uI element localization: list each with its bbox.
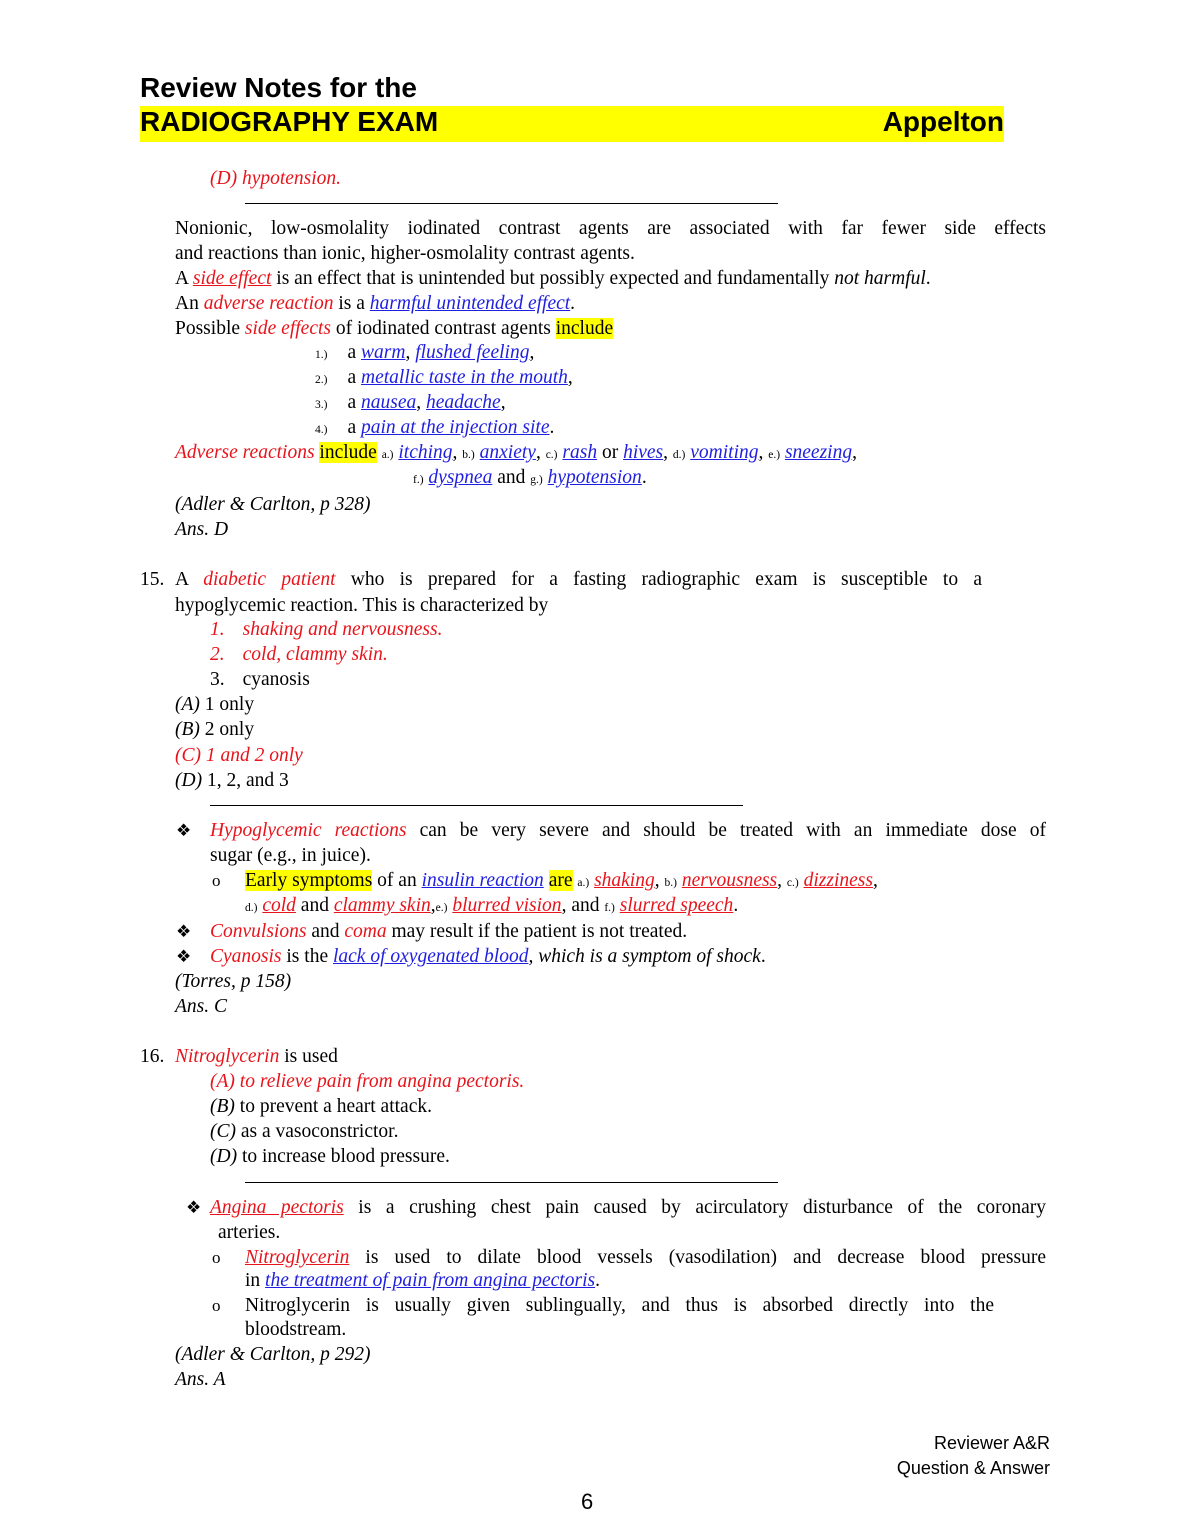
header-publisher: Appelton	[882, 106, 1004, 137]
q15-option-a: (A) 1 only	[175, 694, 255, 715]
q14-side-effect-item: 1.) a warm, flushed feeling,	[315, 342, 535, 363]
separator-line	[245, 203, 778, 204]
q15-number: 15.	[140, 569, 165, 590]
q14-explanation-line2: and reactions than ionic, higher-osmolality contrast agents.	[175, 243, 635, 264]
q16-bullet-angina: Angina pectoris is a crushing chest pain caused by acirculatory disturbance of the coronary	[210, 1197, 1046, 1218]
circle-bullet-icon: o	[212, 871, 221, 890]
q14-answer: Ans. D	[175, 519, 229, 540]
q15-bullet-hypoglycemic-cont: sugar (e.g., in juice).	[210, 845, 371, 866]
q14-explanation-line1: Nonionic, low-osmolality iodinated contrast agents are associated with far fewer side effects	[175, 218, 1046, 239]
q14-side-effect-item: 4.) a pain at the injection site.	[315, 417, 555, 438]
q15-option-d: (D) 1, 2, and 3	[175, 770, 289, 791]
q15-item: 3. cyanosis	[210, 669, 310, 690]
footer-line2: Question & Answer	[896, 1458, 1050, 1478]
q16-bullet-angina-cont: arteries.	[218, 1222, 281, 1243]
q14-adverse-reactions-list: Adverse reactions include a.) itching, b.) anxiety, c.) rash or hives, d.) vomiting, e.) sneezing,	[175, 442, 857, 463]
q16-sub-sublingual-cont: bloodstream.	[245, 1319, 347, 1340]
q14-reference: (Adler & Carlton, p 328)	[175, 494, 371, 515]
q14-option-d: (D) hypotension.	[210, 168, 342, 189]
diamond-bullet-icon: ❖	[176, 947, 192, 966]
q15-item: 1. shaking and nervousness.	[210, 619, 443, 640]
q15-answer: Ans. C	[175, 996, 228, 1017]
diamond-bullet-icon: ❖	[186, 1198, 202, 1217]
q15-reference: (Torres, p 158)	[175, 971, 292, 992]
q16-number: 16.	[140, 1046, 165, 1067]
q16-sub-sublingual: Nitroglycerin is usually given sublingually, and thus is absorbed directly into the	[245, 1295, 994, 1316]
q15-option-c: (C) 1 and 2 only	[175, 745, 303, 766]
q14-side-effect-item: 2.) a metallic taste in the mouth,	[315, 367, 573, 388]
diamond-bullet-icon: ❖	[176, 821, 192, 840]
q14-adverse-reaction-definition: An adverse reaction is a harmful unintended effect.	[175, 293, 576, 314]
q16-option-b: (B) to prevent a heart attack.	[210, 1096, 432, 1117]
q15-item: 2. cold, clammy skin.	[210, 644, 388, 665]
q15-early-symptoms-cont: d.) cold and clammy skin,e.) blurred vision, and f.) slurred speech.	[245, 895, 739, 916]
q14-possible-side-effects: Possible side effects of iodinated contrast agents include	[175, 318, 614, 339]
q16-reference: (Adler & Carlton, p 292)	[175, 1344, 371, 1365]
page-header-title: Review Notes for the	[140, 72, 417, 103]
q16-sub-nitroglycerin-cont: in the treatment of pain from angina pectoris.	[245, 1270, 600, 1291]
q15-option-b: (B) 2 only	[175, 719, 255, 740]
diamond-bullet-icon: ❖	[176, 922, 192, 941]
q14-side-effect-definition: A side effect is an effect that is unintended but possibly expected and fundamentally not harmful.	[175, 268, 931, 289]
q16-option-c: (C) as a vasoconstrictor.	[210, 1121, 399, 1142]
q15-early-symptoms: Early symptoms of an insulin reaction are a.) shaking, b.) nervousness, c.) dizziness,	[245, 870, 878, 891]
q15-stem-line1: A diabetic patient who is prepared for a fasting radiographic exam is susceptible to a	[175, 569, 982, 590]
q15-stem-line2: hypoglycemic reaction. This is characterized by	[175, 595, 549, 616]
q16-sub-nitroglycerin: Nitroglycerin is used to dilate blood vessels (vasodilation) and decrease blood pressure	[245, 1247, 1046, 1268]
q16-option-d: (D) to increase blood pressure.	[210, 1146, 450, 1167]
q15-bullet-cyanosis: Cyanosis is the lack of oxygenated blood, which is a symptom of shock.	[210, 946, 766, 967]
page-header-banner	[140, 106, 1004, 142]
separator-line	[210, 805, 743, 806]
separator-line	[245, 1182, 778, 1183]
circle-bullet-icon: o	[212, 1248, 221, 1267]
q15-bullet-convulsions: Convulsions and coma may result if the patient is not treated.	[210, 921, 688, 942]
page-number: 6	[581, 1489, 594, 1514]
header-exam-title: RADIOGRAPHY EXAM	[140, 106, 439, 137]
circle-bullet-icon: o	[212, 1296, 221, 1315]
footer-line1: Reviewer A&R	[933, 1433, 1050, 1453]
q15-bullet-hypoglycemic: Hypoglycemic reactions can be very severe and should be treated with an immediate dose of	[210, 820, 1046, 841]
q14-side-effect-item: 3.) a nausea, headache,	[315, 392, 506, 413]
q14-adverse-reactions-list-cont: f.) dyspnea and g.) hypotension.	[413, 467, 647, 488]
q16-stem: Nitroglycerin is used	[175, 1046, 338, 1067]
q16-answer: Ans. A	[175, 1369, 226, 1390]
q16-option-a: (A) to relieve pain from angina pectoris.	[210, 1071, 525, 1092]
